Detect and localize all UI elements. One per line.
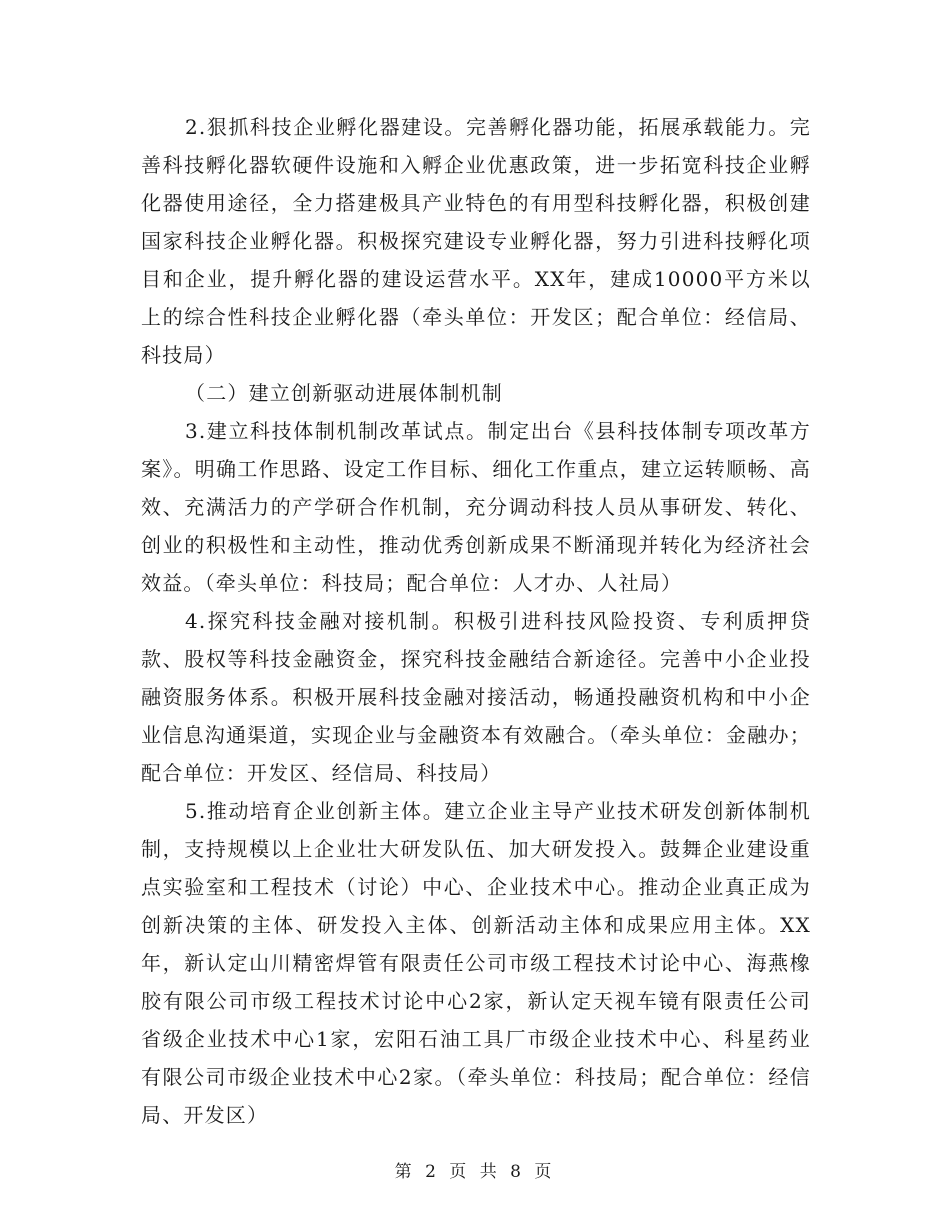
document-body	[141, 108, 811, 1134]
paragraph-item-4: 4.探究科技金融对接机制。积极引进科技风险投资、专利质押贷款、股权等科技金融资金，探究科技金融结合新途径。完善中小企业投融资服务体系。积极开展科技金融对接活动，畅通投融资机构和中小企业信息沟通渠道，实现企业与金融资本有效融合。（牵头单位：金融办；配合单位：开发区、经信局、科技局）	[141, 609, 811, 785]
paragraph-item-3: 3.建立科技体制机制改革试点。制定出台《县科技体制专项改革方案》。明确工作思路、设定工作目标、细化工作重点，建立运转顺畅、高效、充满活力的产学研合作机制，充分调动科技人员从事研发、转化、创业的积极性和主动性，推动优秀创新成果不断涌现并转化为经济社会效益。（牵头单位：科技局；配合单位：人才办、人社局）	[141, 419, 811, 595]
page-number-footer: 第 2 页 共 8 页	[394, 1162, 556, 1182]
paragraph-item-2: 2.狠抓科技企业孵化器建设。完善孵化器功能，拓展承载能力。完善科技孵化器软硬件设施和入孵企业优惠政策，进一步拓宽科技企业孵化器使用途径，全力搭建极具产业特色的有用型科技孵化器，积极创建国家科技企业孵化器。积极探究建设专业孵化器，努力引进科技孵化项目和企业，提升孵化器的建设运营水平。XX年，建成10000平方米以上的综合性科技企业孵化器（牵头单位：开发区；配合单位：经信局、科技局）	[141, 115, 811, 367]
section-heading: （二）建立创新驱动进展体制机制	[185, 381, 503, 405]
paragraph-item-5: 5.推动培育企业创新主体。建立企业主导产业技术研发创新体制机制，支持规模以上企业壮大研发队伍、加大研发投入。鼓舞企业建设重点实验室和工程技术（讨论）中心、企业技术中心。推动企业真正成为创新决策的主体、研发投入主体、创新活动主体和成果应用主体。XX年，新认定山川精密焊管有限责任公司市级工程技术讨论中心、海燕橡胶有限公司市级工程技术讨论中心2家，新认定天视车镜有限责任公司省级企业技术中心1家，宏阳石油工具厂市级企业技术中心、科星药业有限公司市级企业技术中心2家。（牵头单位：科技局；配合单位：经信局、开发区）	[141, 799, 811, 1127]
